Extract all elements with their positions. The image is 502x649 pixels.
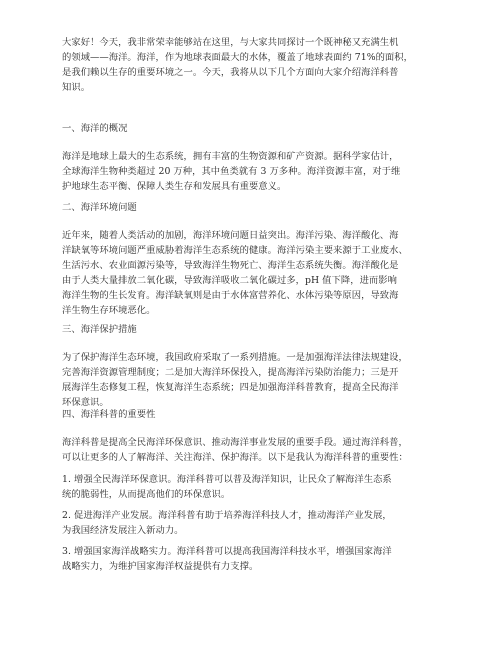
- heading-text: 三、海洋保护措施: [62, 324, 137, 335]
- text-line: 大家好！今天，我非常荣幸能够站在这里，与大家共同探讨一个既神秘又充满生机: [62, 37, 399, 48]
- heading-text: 一、海洋的概况: [62, 123, 128, 134]
- text-line: 环保意识。: [62, 397, 109, 408]
- section-paragraph: [62, 435, 442, 465]
- section-heading: [62, 322, 442, 337]
- text-line: 由于人类大量排放二氧化碳，导致海洋吸收二氧化碳过多，pH 值下降，进而影响: [62, 275, 397, 286]
- text-line: 全球海洋生物种类超过 20 万种，其中鱼类就有 3 万多种。海洋资源丰富，对于维: [62, 166, 401, 177]
- intro-paragraph: [62, 35, 442, 95]
- text-line: 3. 增强国家海洋战略实力。海洋科普可以提高我国海洋科技水平，增强国家海洋: [62, 546, 392, 557]
- section-paragraph: [62, 350, 442, 410]
- text-line: 1. 增强全民海洋环保意识。海洋科普可以普及海洋知识，让民众了解海洋生态系: [62, 474, 392, 485]
- text-line: 洋生物生存环境恶化。: [62, 305, 156, 316]
- text-line: 展海洋生态修复工程，恢复海洋生态系统；四是加强海洋科普教育，提高全民海洋: [62, 382, 399, 393]
- section-paragraph: [62, 149, 442, 194]
- list-item: [62, 544, 442, 574]
- text-line: 海洋科普是提高全民海洋环保意识、推动海洋事业发展的重要手段。通过海洋科普，: [62, 437, 408, 448]
- text-line: 2. 促进海洋产业发展。海洋科普有助于培养海洋科技人才，推动海洋产业发展，: [62, 510, 392, 521]
- text-line: 为我国经济发展注入新动力。: [62, 525, 184, 536]
- list-item: [62, 472, 442, 502]
- section-heading: [62, 407, 442, 422]
- text-line: 近年来，随着人类活动的加剧，海洋环境问题日益突出。海洋污染、海洋酸化、海: [62, 230, 399, 241]
- text-line: 知识。: [62, 82, 91, 93]
- text-line: 的领域——海洋。海洋，作为地球表面最大的水体，覆盖了地球表面约 71%的面积，: [62, 52, 413, 63]
- text-line: 可以让更多的人了解海洋、关注海洋、保护海洋。以下是我认为海洋科普的重要性：: [62, 452, 408, 463]
- text-line: 为了保护海洋生态环境，我国政府采取了一系列措施。一是加强海洋法律法规建设，: [62, 352, 408, 363]
- text-line: 护地球生态平衡、保障人类生存和发展具有重要意义。: [62, 181, 287, 192]
- section-heading: [62, 121, 442, 136]
- text-line: 统的脆弱性，从而提高他们的环保意识。: [62, 489, 231, 500]
- text-line: 海洋生物的生长发育。海洋缺氧则是由于水体富营养化、水体污染等原因，导致海: [62, 290, 399, 301]
- list-item: [62, 508, 442, 538]
- section-heading: [62, 200, 442, 215]
- heading-text: 二、海洋环境问题: [62, 202, 137, 213]
- text-line: 完善海洋资源管理制度；二是加大海洋环保投入，提高海洋污染防治能力；三是开: [62, 367, 399, 378]
- text-line: 海洋是地球上最大的生态系统，拥有丰富的生物资源和矿产资源。据科学家估计，: [62, 151, 399, 162]
- text-line: 是我们赖以生存的重要环境之一。今天，我将从以下几个方面向大家介绍海洋科普: [62, 67, 399, 78]
- text-line: 生活污水、农业面源污染等，导致海洋生物死亡、海洋生态系统失衡。海洋酸化是: [62, 260, 399, 271]
- section-paragraph: [62, 228, 442, 318]
- text-line: 战略实力，为维护国家海洋权益提供有力支撑。: [62, 561, 259, 572]
- text-line: 洋缺氧等环境问题严重威胁着海洋生态系统的健康。海洋污染主要来源于工业废水、: [62, 245, 408, 256]
- heading-text: 四、海洋科普的重要性: [62, 409, 156, 420]
